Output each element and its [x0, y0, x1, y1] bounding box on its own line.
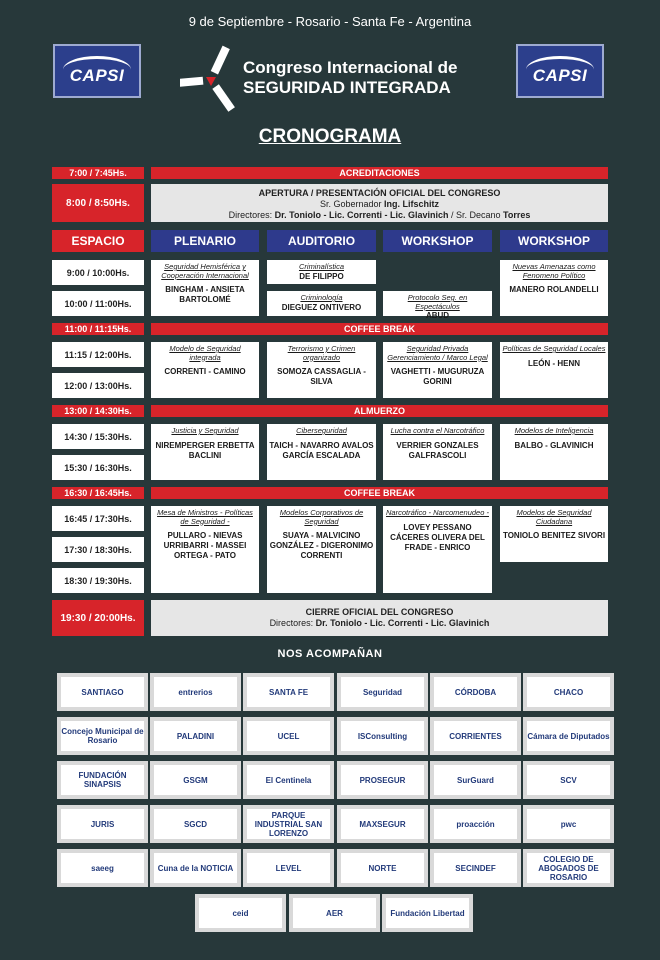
session-auditorio-3 [267, 424, 376, 480]
session-speakers: DE FILIPPO [299, 271, 344, 281]
sponsor-logo [150, 673, 241, 711]
congress-title [243, 58, 457, 98]
session-topic: Modelos de Seguridad Ciudadana [516, 508, 592, 526]
time-slot: 15:30 / 16:30Hs. [52, 455, 144, 480]
sponsor-logo [337, 673, 428, 711]
sponsor-name: SANTA FE [247, 677, 330, 707]
cierre-time: 19:30 / 20:00Hs. [52, 600, 144, 636]
sponsor-logo [289, 894, 380, 932]
cronograma-title: CRONOGRAMA [258, 126, 402, 147]
session-speakers: SUAYA - MALVICINO GONZÁLEZ - DIGERONIMO CORRENTI [269, 531, 374, 560]
session-topic: Seguridad Hemisférica y Cooperación Internacional [161, 262, 249, 280]
session-plenario-1 [151, 260, 259, 316]
session-speakers: ABUD [425, 311, 450, 320]
sponsor-name: proacción [434, 809, 517, 839]
sponsor-logo [430, 849, 521, 887]
sponsor-name: NORTE [341, 853, 424, 883]
sponsor-logo [150, 805, 241, 843]
session-auditorio-4 [267, 506, 376, 593]
time-slot: 18:30 / 19:30Hs. [52, 568, 144, 593]
sponsor-name: SGCD [154, 809, 237, 839]
congress-emblem-icon [180, 40, 242, 118]
directors-names: Dr. Toniolo - Lic. Correnti - Lic. Glavinich [274, 210, 449, 220]
apertura-time: 8:00 / 8:50Hs. [52, 184, 144, 222]
session-speakers: PULLARO - NIEVAS URRIBARRI - MASSEI ORTEGA - PATO [163, 531, 247, 560]
sponsor-name: ceid [199, 898, 282, 928]
session-topic: Seguridad Privada Gerenciamiento / Marco Legal [387, 344, 488, 362]
session-workshop2-3 [500, 424, 608, 480]
time-slot: 11:15 / 12:00Hs. [52, 342, 144, 367]
sponsor-name: MAXSEGUR [341, 809, 424, 839]
apertura-box [151, 184, 608, 222]
session-topic: Modelo de Seguridad integrada [169, 344, 241, 362]
sponsor-logo [150, 717, 241, 755]
session-topic: Modelos Corporativos de Seguridad [279, 508, 364, 526]
directors-prefix: Directores: [228, 210, 275, 220]
sponsor-logo [523, 805, 614, 843]
session-speakers: CORRENTI - CAMINO [164, 367, 246, 376]
time-slot: 12:00 / 13:00Hs. [52, 373, 144, 398]
almuerzo-time: 13:00 / 14:30Hs. [52, 405, 144, 417]
sponsor-name: PARQUE INDUSTRIAL SAN LORENZO [247, 809, 330, 839]
sponsor-name: CÓRDOBA [434, 677, 517, 707]
session-topic: Modelos de Inteligencia [514, 426, 594, 435]
session-plenario-3 [151, 424, 259, 480]
sponsor-name: Cuna de la NOTICIA [154, 853, 237, 883]
cierre-directors [151, 618, 608, 629]
sponsor-logo [523, 673, 614, 711]
sponsor-name: ISConsulting [341, 721, 424, 751]
session-auditorio-1b [267, 291, 376, 316]
capsi-logo-text: CAPSI [69, 66, 125, 85]
sponsor-name: SANTIAGO [61, 677, 144, 707]
sponsor-logo [523, 761, 614, 799]
sponsors-title: NOS ACOMPAÑAN [277, 648, 383, 660]
col-header-auditorio: AUDITORIO [267, 230, 376, 252]
sponsor-name: SECINDEF [434, 853, 517, 883]
date-location-line: 9 de Septiembre - Rosario - Santa Fe - Argentina [188, 14, 472, 29]
almuerzo-bar: ALMUERZO [151, 405, 608, 417]
session-speakers: LEÓN - HENN [528, 358, 580, 368]
sponsor-logo [430, 805, 521, 843]
session-workshop1-4 [383, 506, 492, 593]
session-speakers: BALBO - GLAVINICH [514, 440, 594, 450]
sponsor-logo [523, 717, 614, 755]
session-speakers: VAGHETTI - MUGURUZA GORINI [390, 367, 485, 386]
sponsor-logo [337, 805, 428, 843]
sponsor-logo [243, 717, 334, 755]
capsi-logo-text: CAPSI [532, 66, 588, 85]
session-topic: Mesa de Ministros - Políticas de Seguridad - [157, 508, 253, 526]
col-header-workshop-1: WORKSHOP [383, 230, 492, 252]
session-topic: Justicia y Seguridad [171, 426, 239, 435]
title-line-2: SEGURIDAD INTEGRADA [243, 78, 451, 97]
session-workshop2-1 [500, 260, 608, 316]
time-slot: 10:00 / 11:00Hs. [52, 291, 144, 316]
coffee-break-1-bar: COFFEE BREAK [151, 323, 608, 335]
session-speakers: TAICH - NAVARRO AVALOS GARCÍA ESCALADA [269, 440, 374, 460]
acreditaciones-time: 7:00 / 7:45Hs. [52, 167, 144, 179]
sponsor-name: Fundación Libertad [386, 898, 469, 928]
apertura-governor [151, 199, 608, 210]
directors-prefix: Directores: [269, 618, 316, 628]
sponsor-name: entrerios [154, 677, 237, 707]
sponsor-name: SCV [527, 765, 610, 795]
session-speakers: NIREMPERGER ERBETTA BACLINI [155, 440, 255, 460]
cierre-title: CIERRE OFICIAL DEL CONGRESO [305, 607, 454, 617]
session-auditorio-2 [267, 342, 376, 398]
sponsor-name: Seguridad [341, 677, 424, 707]
governor-name: Ing. Lifschitz [384, 199, 440, 209]
coffee-break-1-time: 11:00 / 11:15Hs. [52, 323, 144, 335]
coffee-break-2-time: 16:30 / 16:45Hs. [52, 487, 144, 499]
session-workshop2-2 [500, 342, 608, 398]
sponsor-logo [57, 761, 148, 799]
sponsor-logo [150, 849, 241, 887]
apertura-directors [151, 210, 608, 221]
session-speakers: LOVEY PESSANO CÁCERES OLIVERA DEL FRADE - ENRICO [390, 522, 485, 552]
sponsor-logo [150, 761, 241, 799]
sponsor-name: COLEGIO DE ABOGADOS DE ROSARIO [527, 853, 610, 883]
sponsor-name: AER [293, 898, 376, 928]
col-header-workshop-2: WORKSHOP [500, 230, 608, 252]
sponsor-name: Concejo Municipal de Rosario [61, 721, 144, 751]
session-topic: Protocolo Seg. en Espectáculos [407, 293, 468, 311]
sponsor-logo [243, 673, 334, 711]
session-speakers: BINGHAM - ANSIETA BARTOLOMÉ [165, 285, 245, 304]
sponsor-logo [430, 761, 521, 799]
session-plenario-2 [151, 342, 259, 398]
sponsor-name: GSGM [154, 765, 237, 795]
sponsor-logo [243, 761, 334, 799]
session-topic: Criminalística [298, 262, 344, 271]
dean-name: Torres [503, 210, 531, 220]
cierre-box [151, 600, 608, 636]
dean-prefix: / Sr. Decano [448, 210, 504, 220]
coffee-break-2-bar: COFFEE BREAK [151, 487, 608, 499]
session-topic: Nuevas Amenazas como Fenomeno Político [512, 262, 596, 280]
session-plenario-4 [151, 506, 259, 593]
sponsor-name: UCEL [247, 721, 330, 751]
session-speakers: TONIOLO BENITEZ SIVORI [502, 531, 606, 540]
sponsor-logo [243, 849, 334, 887]
acreditaciones-bar: ACREDITACIONES [151, 167, 608, 179]
sponsor-name: El Centinela [247, 765, 330, 795]
capsi-logo-left [53, 44, 141, 98]
sponsor-name: SurGuard [434, 765, 517, 795]
time-slot: 17:30 / 18:30Hs. [52, 537, 144, 562]
session-topic: Lucha contra el Narcotráfico [390, 426, 485, 435]
time-slot: 9:00 / 10:00Hs. [52, 260, 144, 285]
session-speakers: SOMOZA CASSAGLIA - SILVA [277, 367, 366, 386]
governor-prefix: Sr. Gobernador [319, 199, 385, 209]
sponsor-logo [195, 894, 286, 932]
sponsor-name: CHACO [527, 677, 610, 707]
session-auditorio-1a [267, 260, 376, 284]
session-topic: Ciberseguridad [296, 426, 347, 435]
sponsor-logo [243, 805, 334, 843]
sponsor-logo [430, 717, 521, 755]
sponsor-name: pwc [527, 809, 610, 839]
sponsor-name: JURIS [61, 809, 144, 839]
session-speakers: MANERO ROLANDELLI [509, 285, 599, 294]
session-topic: Narcotráfico - Narcomenudeo - [386, 508, 489, 517]
sponsor-name: PALADINI [154, 721, 237, 751]
sponsor-logo [382, 894, 473, 932]
sponsor-logo [57, 717, 148, 755]
session-workshop1-2 [383, 342, 492, 398]
sponsor-logo [57, 805, 148, 843]
sponsor-logo [57, 849, 148, 887]
session-workshop2-4 [500, 506, 608, 562]
sponsor-logo [337, 849, 428, 887]
sponsor-logo [523, 849, 614, 887]
sponsor-logo [430, 673, 521, 711]
session-speakers: DIEGUEZ ONTIVERO [281, 302, 362, 312]
col-header-plenario: PLENARIO [151, 230, 259, 252]
sponsor-name: PROSEGUR [341, 765, 424, 795]
title-line-1: Congreso Internacional de [243, 58, 458, 77]
apertura-title: APERTURA / PRESENTACIÓN OFICIAL DEL CONGRESO [258, 188, 501, 198]
session-topic: Terrorismo y Crimen organizado [287, 344, 356, 362]
session-speakers: VERRIER GONZALES GALFRASCOLI [396, 440, 479, 460]
directors-names: Dr. Toniolo - Lic. Correnti - Lic. Glavinich [315, 618, 490, 628]
session-topic: Políticas de Seguridad Locales [502, 344, 606, 353]
time-slot: 16:45 / 17:30Hs. [52, 506, 144, 531]
col-header-espacio: ESPACIO [52, 230, 144, 252]
sponsor-name: Cámara de Diputados [527, 721, 610, 751]
session-topic: Criminología [300, 293, 343, 302]
session-workshop1-3 [383, 424, 492, 480]
sponsor-logo [57, 673, 148, 711]
sponsor-name: LEVEL [247, 853, 330, 883]
sponsor-logo [337, 761, 428, 799]
sponsor-logo [337, 717, 428, 755]
capsi-logo-right [516, 44, 604, 98]
sponsor-name: CORRIENTES [434, 721, 517, 751]
session-workshop1-1 [383, 291, 492, 320]
sponsor-name: saeeg [61, 853, 144, 883]
time-slot: 14:30 / 15:30Hs. [52, 424, 144, 449]
sponsor-name: FUNDACIÓN SINAPSIS [61, 765, 144, 795]
